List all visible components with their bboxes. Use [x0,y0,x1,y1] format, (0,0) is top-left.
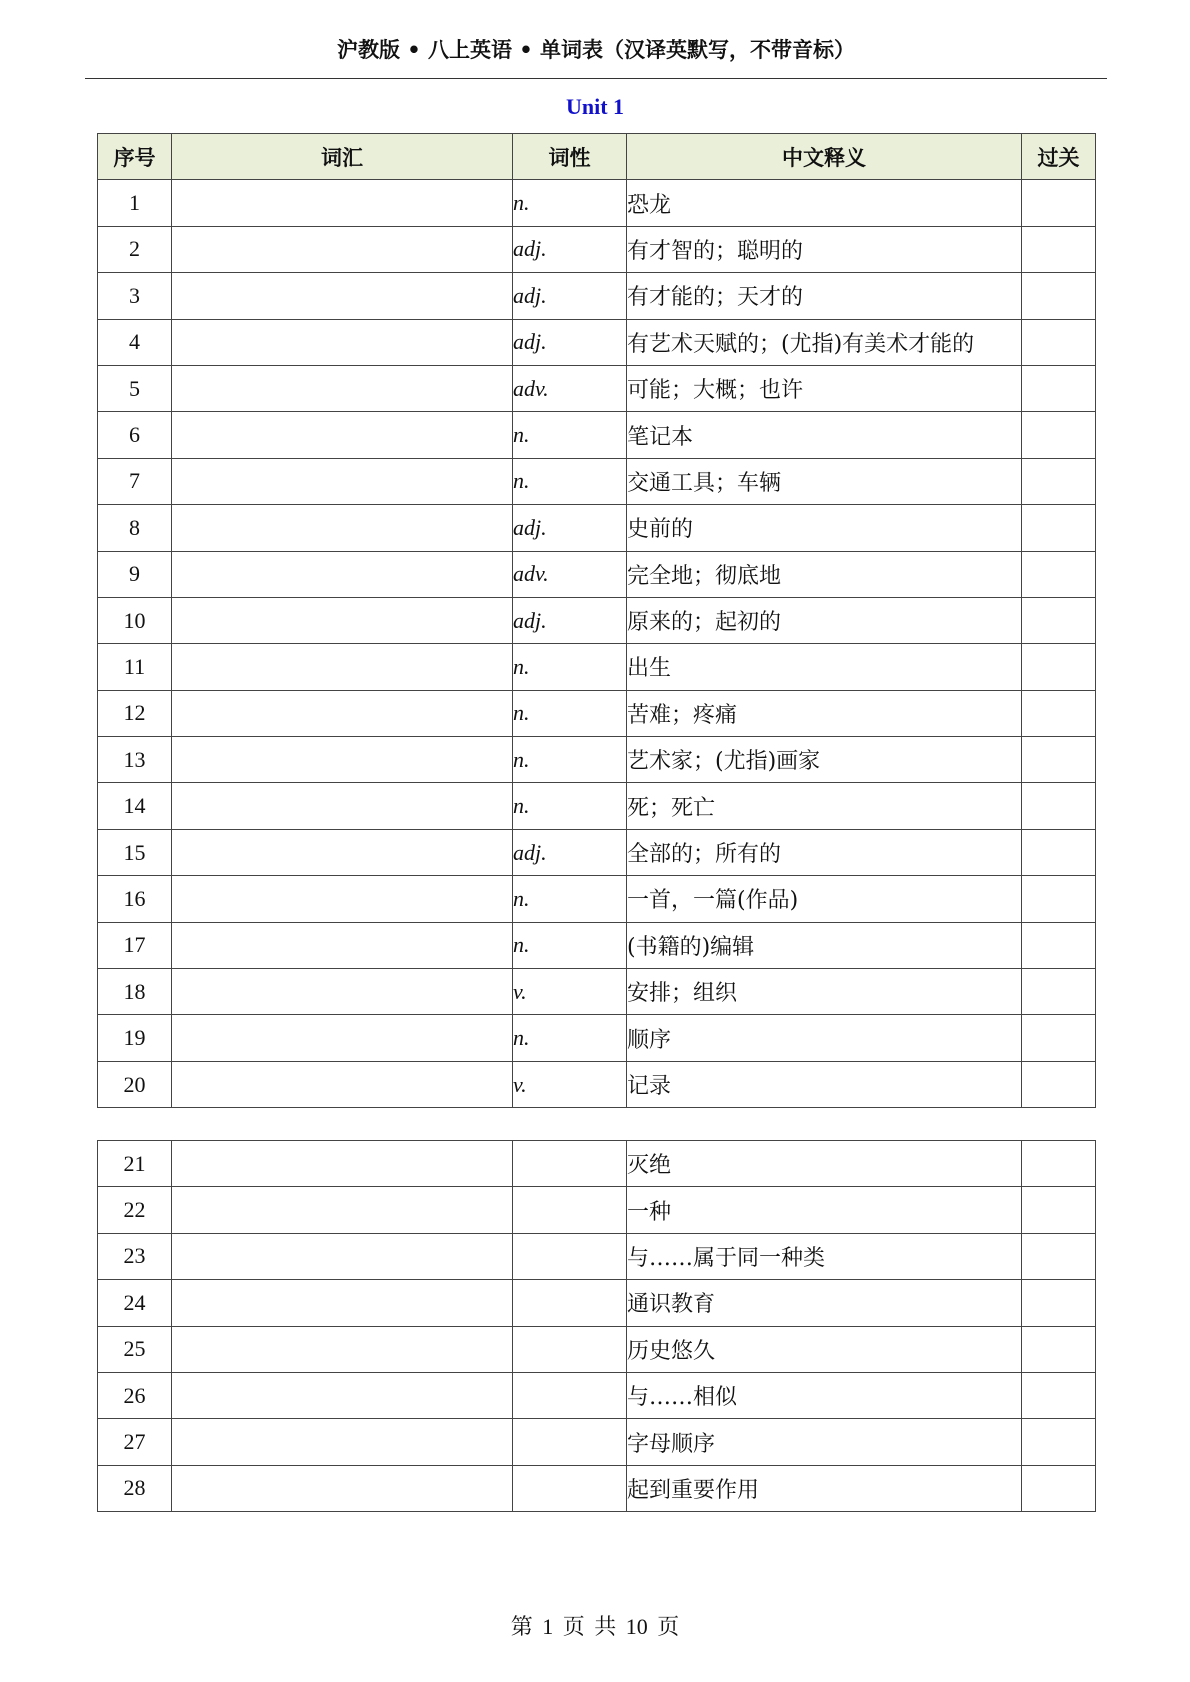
vocab-table-2 [97,1140,1096,1512]
table-row [98,1233,1096,1279]
part-of-speech [513,1372,627,1418]
part-of-speech: n. [513,644,627,690]
pass-check-cell[interactable] [1022,1141,1096,1187]
part-of-speech [513,1187,627,1233]
word-answer-cell[interactable] [172,226,513,272]
table-row [98,690,1096,736]
table-row [98,1280,1096,1326]
part-of-speech: adj. [513,226,627,272]
part-of-speech: adj. [513,505,627,551]
pass-check-cell[interactable] [1022,1465,1096,1511]
row-number: 9 [98,551,172,597]
pass-check-cell[interactable] [1022,690,1096,736]
table-row [98,737,1096,783]
pass-check-cell[interactable] [1022,1419,1096,1465]
table-row [98,273,1096,319]
chinese-meaning: 一首，一篇(作品) [627,876,1022,922]
pass-check-cell[interactable] [1022,319,1096,365]
part-of-speech [513,1233,627,1279]
word-answer-cell[interactable] [172,273,513,319]
chinese-meaning: 史前的 [627,505,1022,551]
table-row [98,1372,1096,1418]
word-answer-cell[interactable] [172,551,513,597]
chinese-meaning: (书籍的)编辑 [627,922,1022,968]
word-answer-cell[interactable] [172,922,513,968]
pass-check-cell[interactable] [1022,737,1096,783]
word-answer-cell[interactable] [172,1280,513,1326]
pass-check-cell[interactable] [1022,783,1096,829]
part-of-speech: adj. [513,273,627,319]
table-row [98,922,1096,968]
chinese-meaning: 完全地；彻底地 [627,551,1022,597]
row-number: 8 [98,505,172,551]
chinese-meaning: 可能；大概；也许 [627,365,1022,411]
chinese-meaning: 与……相似 [627,1372,1022,1418]
word-answer-cell[interactable] [172,690,513,736]
table-header-row [98,134,1096,180]
chinese-meaning: 有才能的；天才的 [627,273,1022,319]
chinese-meaning: 恐龙 [627,180,1022,226]
pass-check-cell[interactable] [1022,1372,1096,1418]
word-answer-cell[interactable] [172,876,513,922]
row-number: 19 [98,1015,172,1061]
chinese-meaning: 顺序 [627,1015,1022,1061]
word-answer-cell[interactable] [172,458,513,504]
word-answer-cell[interactable] [172,597,513,643]
row-number: 1 [98,180,172,226]
pass-check-cell[interactable] [1022,922,1096,968]
table-row [98,829,1096,875]
chinese-meaning: 一种 [627,1187,1022,1233]
column-header-num: 序号 [98,134,172,180]
pass-check-cell[interactable] [1022,969,1096,1015]
part-of-speech [513,1419,627,1465]
row-number: 14 [98,783,172,829]
row-number: 13 [98,737,172,783]
row-number: 16 [98,876,172,922]
table-row [98,226,1096,272]
table-row [98,551,1096,597]
unit-title: Unit 1 [565,94,625,119]
pass-check-cell[interactable] [1022,1280,1096,1326]
table-row [98,412,1096,458]
pass-check-cell[interactable] [1022,644,1096,690]
row-number: 10 [98,597,172,643]
part-of-speech: n. [513,412,627,458]
pass-check-cell[interactable] [1022,180,1096,226]
word-answer-cell[interactable] [172,1465,513,1511]
part-of-speech: n. [513,690,627,736]
part-of-speech: v. [513,969,627,1015]
table-row [98,319,1096,365]
word-answer-cell[interactable] [172,1187,513,1233]
row-number: 7 [98,458,172,504]
word-answer-cell[interactable] [172,783,513,829]
pass-check-cell[interactable] [1022,226,1096,272]
chinese-meaning: 原来的；起初的 [627,597,1022,643]
row-number: 28 [98,1465,172,1511]
table-row [98,876,1096,922]
pass-check-cell[interactable] [1022,876,1096,922]
table-row [98,1419,1096,1465]
row-number: 18 [98,969,172,1015]
part-of-speech: n. [513,1015,627,1061]
chinese-meaning: 字母顺序 [627,1419,1022,1465]
part-of-speech: n. [513,458,627,504]
table-row [98,1326,1096,1372]
part-of-speech: adj. [513,597,627,643]
chinese-meaning: 死；死亡 [627,783,1022,829]
part-of-speech: n. [513,783,627,829]
word-answer-cell[interactable] [172,1141,513,1187]
chinese-meaning: 历史悠久 [627,1326,1022,1372]
table-row [98,458,1096,504]
pass-check-cell[interactable] [1022,505,1096,551]
row-number: 21 [98,1141,172,1187]
row-number: 5 [98,365,172,411]
pass-check-cell[interactable] [1022,1326,1096,1372]
pass-check-cell[interactable] [1022,597,1096,643]
part-of-speech: adj. [513,829,627,875]
word-answer-cell[interactable] [172,1061,513,1107]
row-number: 25 [98,1326,172,1372]
row-number: 26 [98,1372,172,1418]
row-number: 24 [98,1280,172,1326]
chinese-meaning: 安排；组织 [627,969,1022,1015]
word-answer-cell[interactable] [172,1419,513,1465]
row-number: 22 [98,1187,172,1233]
part-of-speech: n. [513,922,627,968]
part-of-speech [513,1280,627,1326]
word-answer-cell[interactable] [172,319,513,365]
word-answer-cell[interactable] [172,1372,513,1418]
row-number: 11 [98,644,172,690]
pass-check-cell[interactable] [1022,412,1096,458]
chinese-meaning: 笔记本 [627,412,1022,458]
part-of-speech: n. [513,737,627,783]
pass-check-cell[interactable] [1022,365,1096,411]
row-number: 3 [98,273,172,319]
word-answer-cell[interactable] [172,1015,513,1061]
chinese-meaning: 出生 [627,644,1022,690]
table-row [98,783,1096,829]
word-answer-cell[interactable] [172,365,513,411]
chinese-meaning: 全部的；所有的 [627,829,1022,875]
part-of-speech [513,1326,627,1372]
word-answer-cell[interactable] [172,505,513,551]
row-number: 4 [98,319,172,365]
chinese-meaning: 交通工具；车辆 [627,458,1022,504]
page-title: 沪教版 • 八上英语 • 单词表（汉译英默写，不带音标） [336,38,856,62]
pass-check-cell[interactable] [1022,829,1096,875]
part-of-speech: v. [513,1061,627,1107]
pass-check-cell[interactable] [1022,1233,1096,1279]
column-header-meaning: 中文释义 [627,134,1022,180]
part-of-speech: adj. [513,319,627,365]
part-of-speech [513,1141,627,1187]
chinese-meaning: 苦难；疼痛 [627,690,1022,736]
table-row [98,597,1096,643]
page-header [85,28,1107,79]
row-number: 17 [98,922,172,968]
table-row [98,365,1096,411]
table-row [98,180,1096,226]
table-row [98,505,1096,551]
part-of-speech: n. [513,876,627,922]
pass-check-cell[interactable] [1022,1061,1096,1107]
column-header-pass: 过关 [1022,134,1096,180]
vocab-table-1 [97,133,1096,1108]
table-row [98,1465,1096,1511]
word-answer-cell[interactable] [172,412,513,458]
pass-check-cell[interactable] [1022,1187,1096,1233]
chinese-meaning: 灭绝 [627,1141,1022,1187]
pass-check-cell[interactable] [1022,1015,1096,1061]
chinese-meaning: 记录 [627,1061,1022,1107]
table-row [98,1015,1096,1061]
word-answer-cell[interactable] [172,180,513,226]
word-answer-cell[interactable] [172,969,513,1015]
row-number: 27 [98,1419,172,1465]
pass-check-cell[interactable] [1022,551,1096,597]
chinese-meaning: 与……属于同一种类 [627,1233,1022,1279]
chinese-meaning: 起到重要作用 [627,1465,1022,1511]
table-row [98,1187,1096,1233]
word-answer-cell[interactable] [172,644,513,690]
chinese-meaning: 有才智的；聪明的 [627,226,1022,272]
part-of-speech: n. [513,180,627,226]
chinese-meaning: 艺术家；(尤指)画家 [627,737,1022,783]
table-row [98,1141,1096,1187]
pass-check-cell[interactable] [1022,458,1096,504]
column-header-pos: 词性 [513,134,627,180]
row-number: 2 [98,226,172,272]
part-of-speech: adv. [513,365,627,411]
row-number: 12 [98,690,172,736]
part-of-speech [513,1465,627,1511]
word-answer-cell[interactable] [172,1326,513,1372]
row-number: 15 [98,829,172,875]
table-row [98,969,1096,1015]
row-number: 20 [98,1061,172,1107]
row-number: 23 [98,1233,172,1279]
chinese-meaning: 通识教育 [627,1280,1022,1326]
word-answer-cell[interactable] [172,829,513,875]
chinese-meaning: 有艺术天赋的；(尤指)有美术才能的 [627,319,1022,365]
word-answer-cell[interactable] [172,737,513,783]
page-footer: 第 1 页 共 10 页 [510,1614,680,1639]
table-row [98,1061,1096,1107]
row-number: 6 [98,412,172,458]
pass-check-cell[interactable] [1022,273,1096,319]
word-answer-cell[interactable] [172,1233,513,1279]
table-row [98,644,1096,690]
part-of-speech: adv. [513,551,627,597]
column-header-word: 词汇 [172,134,513,180]
